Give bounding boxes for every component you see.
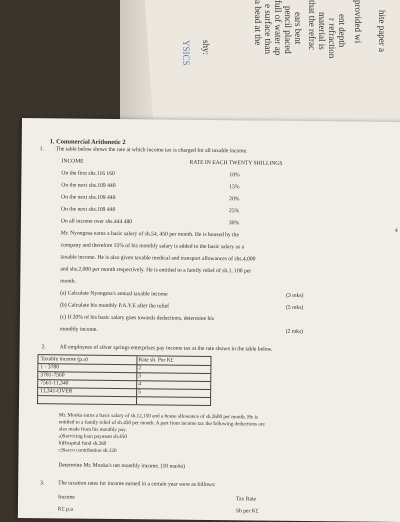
question-part: (c) If 20% of his basic salary goes towards deductions, determine his: [59, 314, 215, 323]
paragraph-line: company and therefore 15% of his monthly salary is added to the basic salary as a: [60, 242, 245, 251]
bg-line: provided wi: [353, 0, 363, 44]
question-number: 1.: [39, 146, 44, 153]
table-cell-income: 7561-11,340: [40, 380, 69, 387]
part-marks: (2 mks): [285, 328, 304, 335]
table-cell-rate: 5: [138, 389, 141, 396]
tax-row-income: On the next shs.109 440: [61, 206, 116, 213]
bg-line: a bead at the: [253, 0, 263, 46]
question-part: (b) Calculate his monthly P.A.Y.E after the relief: [60, 302, 170, 310]
question-task: Determine Mr. Mooka's net monthly income. (10 marks): [58, 462, 186, 470]
bg-line: ears bent: [293, 12, 303, 45]
tax-table: [37, 354, 212, 406]
paragraph-line: month.: [60, 278, 77, 285]
bg-line: ent depth: [337, 14, 347, 48]
tax-row-income: On the first shs.116 160: [61, 170, 115, 177]
column-header-income: INCOME: [61, 158, 84, 165]
bg-line: YSICS: [181, 40, 191, 66]
column-header-rate: Tax Rate: [235, 496, 257, 503]
bg-line: full of water ap: [273, 0, 283, 56]
bg-line: r refraction: [327, 18, 337, 59]
paragraph-line: a)Servicing loan payment sh.450: [58, 433, 127, 441]
tax-row-income: On all income over shs.444 480: [60, 218, 133, 226]
bg-line: pencil placed: [283, 6, 293, 54]
column-subheader: Sh per K£: [235, 508, 259, 515]
bg-line: e surface than: [263, 4, 273, 54]
table-header-rate: Rate sh. Per K£: [138, 357, 174, 364]
document-content: [39, 138, 400, 515]
question-intro: The table below shows the rate at which income tax is charged for all taxable income.: [55, 146, 248, 155]
bg-line: hite paper a: [377, 10, 387, 52]
paragraph-line: and shs.2,000 per month respectively. He is entitled to a family relief of sh.1, 100 per: [60, 266, 252, 275]
paragraph-line: Mr. Nyongesa earns a basic salary of sh.54, 450 per month. He is housed by the: [60, 230, 240, 239]
tax-row-rate: 10%: [229, 172, 240, 179]
side-mark: 4: [394, 227, 398, 234]
question-intro: The taxation rates for income earned in a certain year were as follows:: [58, 480, 216, 489]
part-marks: (5 mks): [285, 304, 304, 311]
paragraph-line: c)Sacco contribution sh.120: [58, 447, 117, 455]
tax-row-rate: 30%: [228, 220, 240, 227]
bg-line: material is: [317, 12, 327, 50]
bg-line: that the refrac: [307, 0, 317, 50]
paragraph-line: Mr. Mooka earns a basic salary of sh.12,150 and a house allowance of sh.2600 per month. He is: [58, 412, 259, 421]
paragraph-line: entitled to a family relief of sh.450 per month. A part from income tax the following deductions are: [58, 419, 265, 428]
part-marks: (3 mks): [286, 292, 304, 299]
table-cell-income: 1 - 3780: [40, 364, 60, 371]
table-cell-income: 11,341-OVER: [40, 388, 73, 395]
section-heading: 1. Commercial Arithmetic 2: [49, 138, 126, 147]
question-number: 3.: [40, 480, 45, 487]
table-cell-rate: 2: [138, 365, 142, 372]
table-cell-rate: 4: [138, 381, 142, 388]
question-intro: All employees of silver springs enterprises pay income tax at the rate shown in the table below.: [59, 344, 273, 353]
question-number: 2.: [41, 344, 46, 351]
column-subheader: K£ p.a: [57, 506, 73, 513]
tax-row-income: On the next shs.109 440: [61, 182, 116, 189]
column-header-rate: RATE IN EACH TWENTY SHILLINGS: [189, 159, 283, 167]
bg-line: shy:: [201, 40, 211, 56]
column-header-income: Income: [57, 494, 75, 501]
table-cell-rate: 3: [138, 373, 142, 380]
tax-row-rate: 15%: [229, 184, 240, 191]
tax-row-rate: 20%: [229, 196, 240, 203]
document-page: [18, 118, 400, 522]
question-part: (a) Calculate Nyongesa's annual taxable income: [60, 290, 168, 298]
tax-row-income: On the next shs.109 440: [61, 194, 116, 201]
table-cell-income: 3781-7560: [40, 372, 65, 379]
question-part: monthly income.: [59, 326, 98, 333]
paragraph-line: b)Hospital fund sh.260: [58, 440, 107, 447]
table-header-income: Taxable income (p.a): [40, 356, 88, 363]
paragraph-line: taxable income. He is also given taxable medical and transport allowances of shs.4,000: [60, 254, 256, 263]
tax-row-rate: 25%: [229, 208, 240, 215]
paragraph-line: also made from his monthly pay.: [58, 426, 127, 434]
